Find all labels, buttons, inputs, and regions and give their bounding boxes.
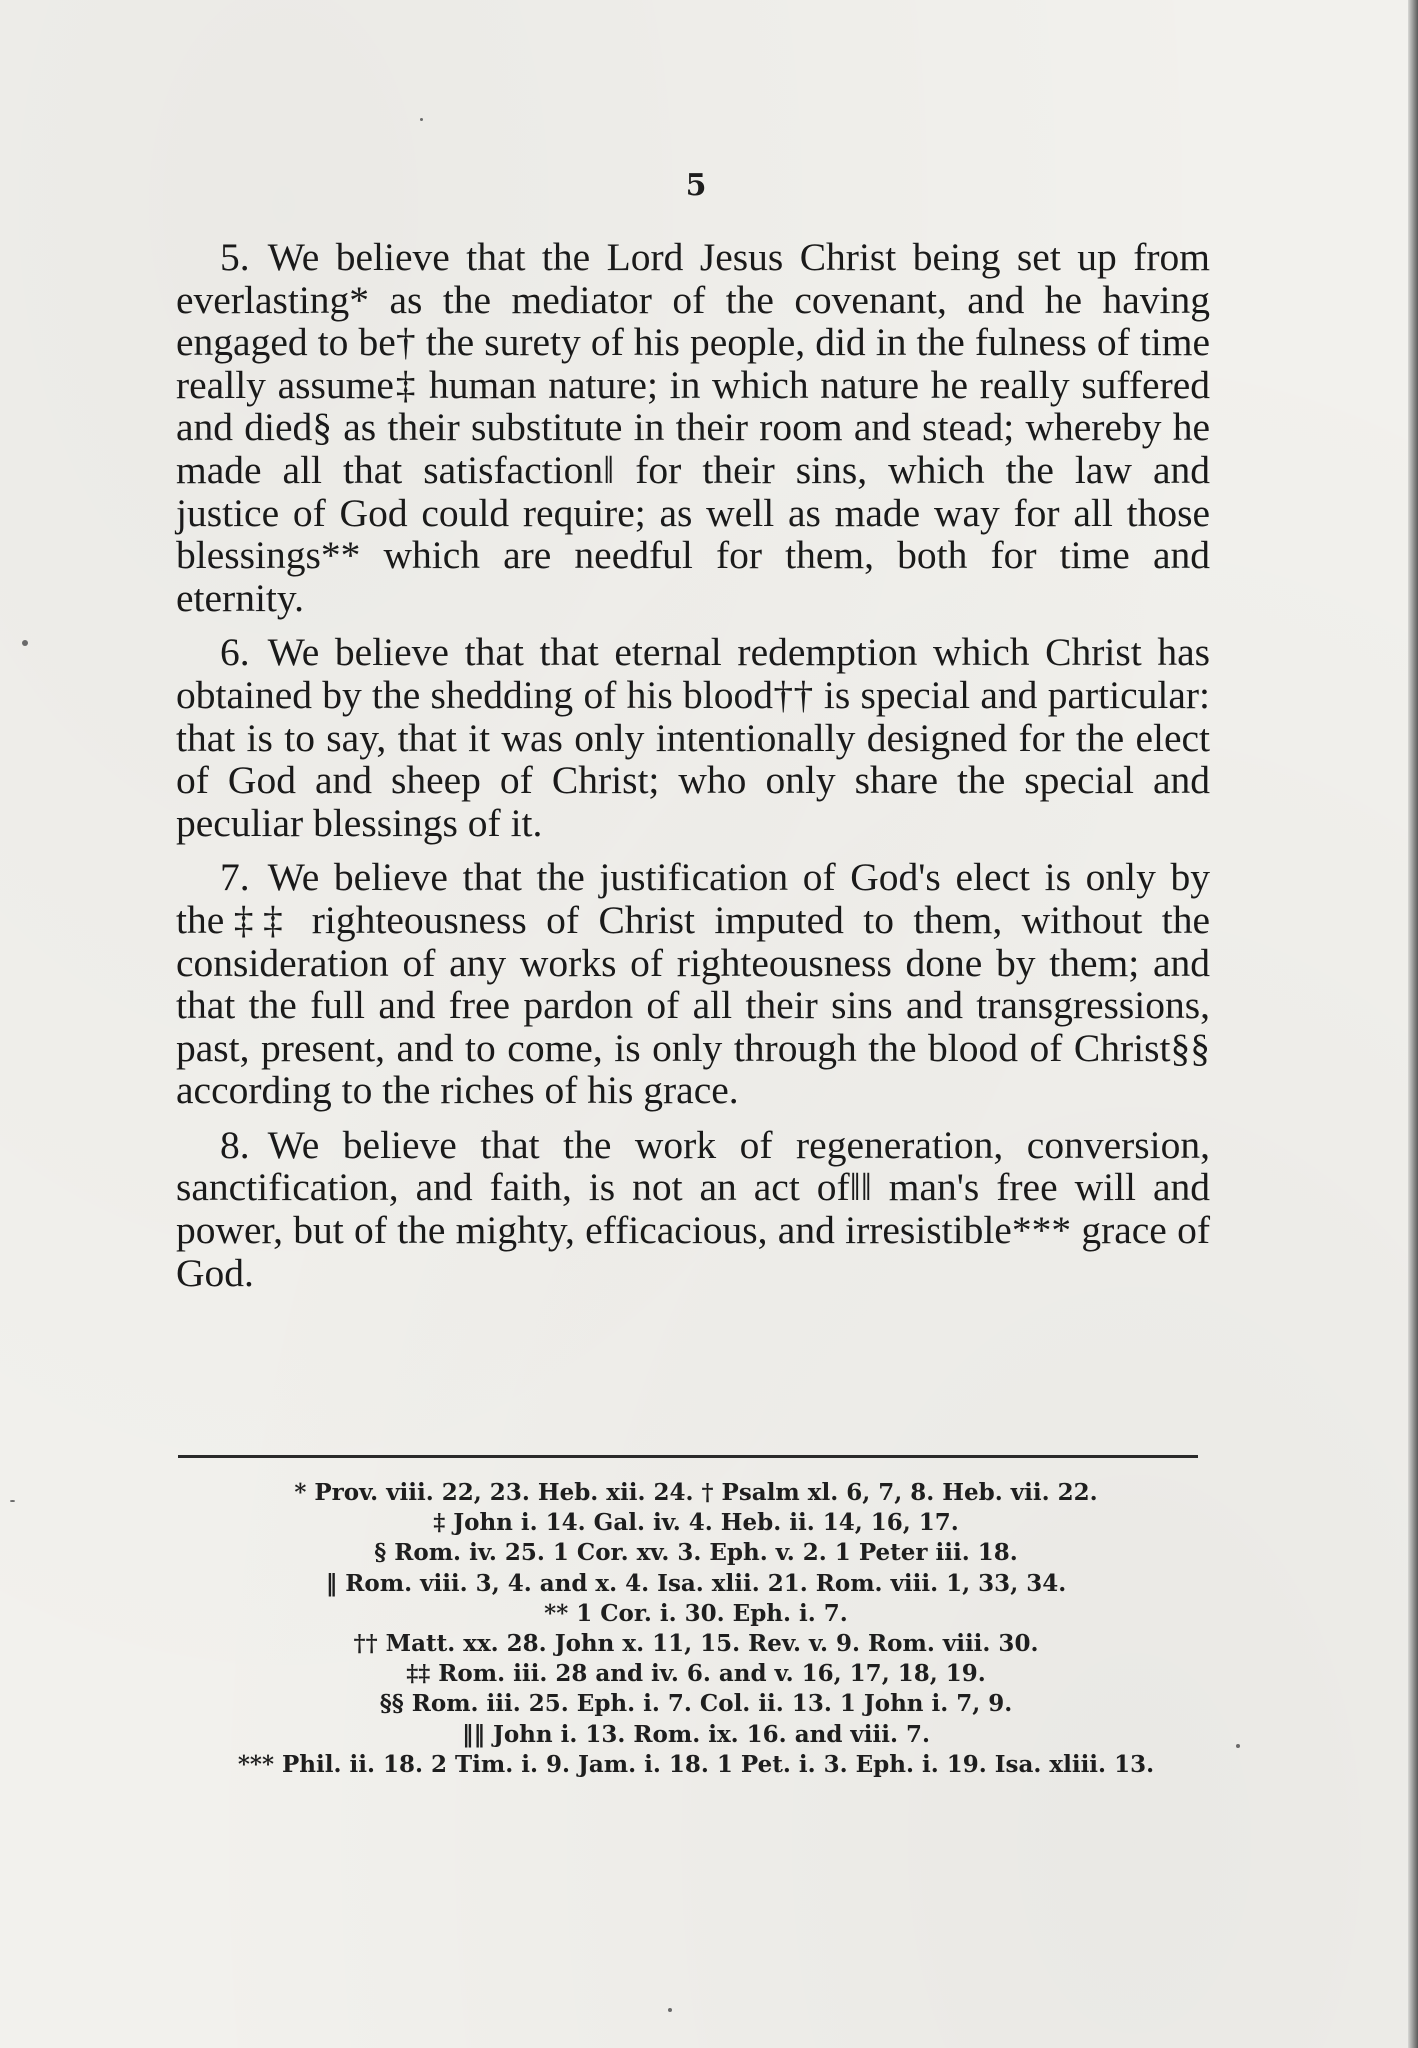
footnote-line: ** 1 Cor. i. 30. Eph. i. 7.	[544, 1599, 848, 1627]
article-6	[176, 631, 1210, 844]
page-number: 5	[685, 168, 707, 203]
footnote-line: §§ Rom. iii. 25. Eph. i. 7. Col. ii. 13. 1 John i. 7, 9.	[379, 1690, 1013, 1718]
footnote-line: ‡ John i. 14. Gal. iv. 4. Heb. ii. 14, 16, 17.	[433, 1509, 959, 1537]
page-edge-shadow	[1408, 0, 1418, 2048]
article-number: 6.	[220, 630, 250, 675]
scan-speck	[668, 2008, 672, 2012]
article-text: We believe that the justification of God's elect is only by the‡‡ righteousness of Christ imputed to them, without the consideration of any works of righteousness done by them; and that the full and free pardon of all their sins and transgressions, past, present, and to come, is only through the blood of Christ§§ according to the riches of his grace.	[176, 855, 1210, 1113]
article-number: 5.	[220, 235, 250, 279]
footnote-line: § Rom. iv. 25. 1 Cor. xv. 3. Eph. v. 2. 1 Peter iii. 18.	[374, 1539, 1018, 1567]
footnote-divider	[178, 1455, 1198, 1458]
article-text: We believe that that eternal redemption which Christ has obtained by the shedding of his blood†† is special and particular: that is to say, that it was only intentionally designed for the elect of God and sheep of Christ; who only share the special and peculiar blessings of it.	[176, 630, 1210, 845]
footnote-line: ‖‖ John i. 13. Rom. ix. 16. and viii. 7.	[461, 1720, 931, 1748]
articles-body	[176, 236, 1210, 1306]
footnote-line: ‖ Rom. viii. 3, 4. and x. 4. Isa. xlii. 21. Rom. viii. 1, 33, 34.	[325, 1569, 1067, 1597]
scan-speck	[22, 640, 28, 646]
scan-speck	[1236, 1744, 1240, 1748]
article-number: 7.	[220, 855, 250, 900]
scan-speck	[420, 118, 423, 121]
article-text: We believe that the work of regeneration, conversion, sanctification, and faith, is not an act of‖‖ man's free will and power, but of the mighty, efficacious, and irresistible*** grace of God.	[176, 1122, 1210, 1295]
article-number: 8.	[220, 1122, 250, 1167]
article-text: We believe that the Lord Jesus Christ being set up from everlasting* as the mediator of the covenant, and he having engaged to be† the surety of his people, did in the fulness of time really assume‡ human nature; in which nature he really suffered and died§ as their substitute in their room and stead; whereby he made all that satisfaction‖ for their sins, which the law and justice of God could require; as well as made way for all those blessings** which are needful for them, both for time and eternity.	[176, 235, 1210, 620]
footnote-line: ‡‡ Rom. iii. 28 and iv. 6. and v. 16, 17, 18, 19.	[406, 1660, 986, 1688]
article-8	[176, 1124, 1210, 1294]
footnote-line: †† Matt. xx. 28. John x. 11, 15. Rev. v. 9. Rom. viii. 30.	[353, 1629, 1039, 1657]
footnotes	[176, 1478, 1216, 1780]
footnote-line: * Prov. viii. 22, 23. Heb. xii. 24. † Psalm xl. 6, 7, 8. Heb. vii. 22.	[294, 1479, 1098, 1506]
footnote-line: *** Phil. ii. 18. 2 Tim. i. 9. Jam. i. 18. 1 Pet. i. 3. Eph. i. 19. Isa. xliii. 13.	[237, 1750, 1155, 1778]
scan-speck	[10, 1500, 15, 1502]
article-7	[176, 856, 1210, 1112]
article-5	[176, 236, 1210, 619]
